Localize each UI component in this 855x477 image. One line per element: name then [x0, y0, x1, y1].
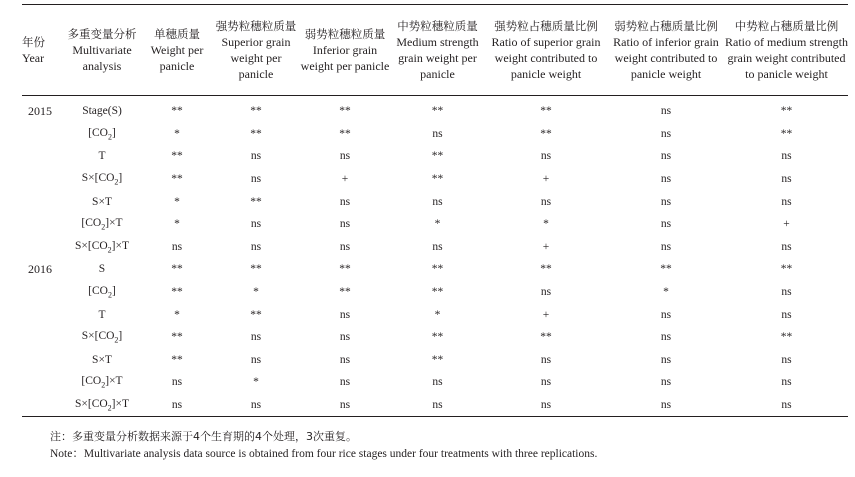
header-weight-per-panicle: 单穗质量 Weight per panicle [142, 5, 212, 96]
value-cell: ns [660, 376, 672, 389]
table-row [22, 349, 848, 372]
year-cell [22, 349, 62, 372]
value-cell: + [542, 308, 550, 321]
value-cell: ** [780, 105, 793, 118]
header-ratio-superior: 强势粒占穗质量比例 Ratio of superior grain weight contributed to panicle weight [485, 5, 607, 96]
year-cell [22, 303, 62, 326]
value-cell: ** [171, 263, 183, 276]
value-cell: ns [725, 394, 848, 417]
value-cell: ns [212, 394, 300, 417]
table-row [22, 303, 848, 326]
value-cell: ** [250, 105, 262, 118]
value-cell: ns [660, 173, 672, 186]
factor-cell: Stage(S) [82, 105, 122, 118]
value-cell: ns [540, 286, 552, 299]
value-cell: ns [339, 376, 351, 389]
year-cell [22, 394, 62, 417]
year-cell [22, 371, 62, 394]
table-row [22, 326, 848, 349]
table-row [22, 236, 848, 259]
value-cell: ** [431, 331, 444, 344]
value-cell: ns [781, 240, 792, 253]
value-cell: ns [540, 353, 552, 366]
header-inferior-grain: 弱势粒穗粒质量 Inferior grain weight per panicle [300, 5, 390, 96]
value-cell: ns [781, 286, 792, 299]
header-ratio-medium: 中势粒占穗质量比例 Ratio of medium strength grain weight contributed to panicle weight [725, 5, 848, 96]
value-cell: + [542, 240, 550, 253]
value-cell: ns [660, 308, 672, 321]
value-cell: ** [780, 331, 793, 344]
factor-cell: $[CO_2]\times T$ [81, 375, 123, 390]
value-cell: ** [250, 263, 262, 276]
value-cell: ns [250, 218, 262, 231]
value-cell: ns [339, 218, 351, 231]
value-cell: ** [431, 105, 444, 118]
value-cell: * [253, 376, 259, 389]
value-cell: ns [390, 394, 485, 417]
value-cell: ** [171, 105, 183, 118]
value-cell: ns [339, 331, 351, 344]
table-body [22, 96, 848, 417]
value-cell: ns [781, 376, 792, 389]
factor-cell: S×T [92, 353, 112, 366]
value-cell: ns [300, 394, 390, 417]
factor-cell: $[CO_2]$ [88, 126, 116, 142]
year-cell [22, 190, 62, 213]
value-cell: ns [432, 127, 443, 140]
value-cell: ns [250, 331, 262, 344]
factor-cell: $S\times[CO_2]$ [81, 330, 123, 345]
table-row [22, 281, 848, 304]
year-cell [22, 281, 62, 304]
value-cell: ns [339, 353, 351, 366]
value-cell: ** [540, 331, 552, 344]
year-cell: 2016 [28, 261, 52, 276]
factor-cell: $[CO_2]\times T$ [81, 217, 123, 232]
value-cell: * [663, 286, 669, 299]
header-medium-grain: 中势粒穗粒质量 Medium strength grain weight per panicle [390, 5, 485, 96]
factor-cell: T [98, 308, 106, 321]
value-cell: ns [339, 240, 351, 253]
value-cell: ns [339, 308, 351, 321]
value-cell: ns [540, 376, 552, 389]
factor-cell: S×T [92, 195, 112, 208]
value-cell: ns [540, 150, 552, 163]
value-cell: ns [250, 173, 262, 186]
table-row [22, 394, 848, 417]
factor-cell: S [98, 263, 106, 276]
value-cell: ** [339, 127, 351, 140]
value-cell: ** [431, 150, 444, 163]
value-cell: ** [540, 263, 552, 276]
value-cell: ns [250, 353, 262, 366]
value-cell: ** [171, 286, 183, 299]
value-cell: ns [660, 240, 672, 253]
value-cell: ns [142, 394, 212, 417]
value-cell: ns [781, 353, 792, 366]
year-cell [22, 145, 62, 168]
value-cell: ns [660, 105, 672, 118]
value-cell: ** [171, 173, 183, 186]
header-superior-grain: 强势粒穗粒质量 Superior grain weight per panicle [212, 5, 300, 96]
value-cell: ** [171, 331, 183, 344]
value-cell: ns [432, 195, 443, 208]
year-cell [22, 123, 62, 146]
value-cell: * [253, 286, 259, 299]
value-cell: ** [250, 127, 262, 140]
value-cell: + [783, 218, 790, 231]
value-cell: ns [485, 394, 607, 417]
value-cell: ** [339, 263, 351, 276]
year-cell [22, 326, 62, 349]
factor-cell: $[CO_2]$ [88, 284, 116, 300]
header-year: 年份 Year [22, 5, 62, 96]
table-row [22, 258, 848, 281]
value-cell: * [174, 127, 180, 140]
table-row [22, 145, 848, 168]
value-cell: ** [660, 263, 672, 276]
factor-cell: $S\times[CO_2]\times T$ [62, 394, 142, 417]
value-cell: ** [431, 286, 444, 299]
year-cell [22, 168, 62, 191]
value-cell: ns [607, 394, 725, 417]
value-cell: ns [660, 331, 672, 344]
year-cell [22, 236, 62, 259]
value-cell: ** [339, 105, 351, 118]
value-cell: ** [540, 105, 552, 118]
value-cell: ns [660, 150, 672, 163]
header-multivariate: 多重变量分析 Multivariate analysis [62, 5, 142, 96]
value-cell: ns [781, 195, 792, 208]
header-row [22, 5, 848, 96]
value-cell: ** [171, 353, 183, 366]
value-cell: ** [431, 263, 444, 276]
table-row [22, 123, 848, 146]
value-cell: ns [660, 195, 672, 208]
value-cell: * [434, 218, 441, 231]
value-cell: ns [781, 308, 792, 321]
value-cell: ns [250, 240, 262, 253]
value-cell: ** [250, 308, 262, 321]
value-cell: ns [781, 150, 792, 163]
year-cell: 2015 [28, 103, 52, 118]
factor-cell: T [98, 150, 106, 163]
value-cell: ns [781, 173, 792, 186]
value-cell: ** [339, 286, 351, 299]
value-cell: ns [432, 376, 443, 389]
table-row [22, 371, 848, 394]
value-cell: ** [540, 127, 552, 140]
value-cell: ns [171, 376, 183, 389]
value-cell: ns [250, 150, 262, 163]
value-cell: * [543, 218, 549, 231]
value-cell: ** [171, 150, 183, 163]
value-cell: ns [339, 150, 351, 163]
table-row [22, 190, 848, 213]
note-chinese: 注：多重变量分析数据来源于4个生育期的4个处理，3次重复。 [50, 430, 357, 443]
value-cell: ** [780, 263, 793, 276]
value-cell: * [174, 218, 180, 231]
value-cell: * [174, 195, 180, 208]
value-cell: ** [780, 127, 793, 140]
value-cell: ns [540, 195, 552, 208]
factor-cell: $S\times[CO_2]$ [81, 171, 123, 187]
value-cell: * [434, 308, 441, 321]
value-cell: ns [339, 195, 351, 208]
value-cell: ** [431, 173, 444, 186]
value-cell: ns [660, 218, 672, 231]
value-cell: + [341, 173, 349, 186]
factor-cell: $S\times[CO_2]\times T$ [74, 239, 130, 254]
value-cell: ** [431, 353, 444, 366]
value-cell: * [174, 308, 180, 321]
note-english: Note：Multivariate analysis data source is obtained from four rice stages under four treatments with three replications. [50, 448, 598, 460]
value-cell: ns [171, 240, 183, 253]
table-row [22, 213, 848, 236]
table-row [22, 168, 848, 191]
year-cell [22, 213, 62, 236]
results-table [22, 4, 848, 417]
value-cell: ns [660, 353, 672, 366]
value-cell: ** [250, 195, 262, 208]
value-cell: ns [432, 240, 443, 253]
value-cell: + [542, 173, 550, 186]
value-cell: ns [660, 127, 672, 140]
table-row [22, 96, 848, 123]
header-ratio-inferior: 弱势粒占穗质量比例 Ratio of inferior grain weight contributed to panicle weight [607, 5, 725, 96]
